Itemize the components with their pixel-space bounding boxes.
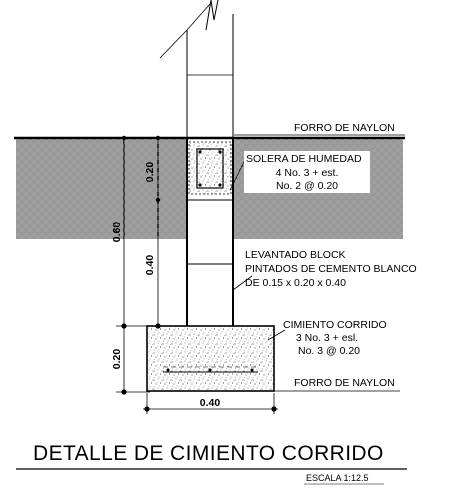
- cimiento-corrido: [147, 326, 274, 391]
- label-forro-bottom: FORRO DE NAYLON: [294, 377, 395, 389]
- scale-label: ESCALA 1:12.5: [306, 473, 369, 483]
- wall-above-ground: [160, 0, 233, 138]
- label-cimiento-1: CIMIENTO CORRIDO: [283, 319, 387, 331]
- label-solera-2: 4 No. 3 + est.: [275, 167, 339, 179]
- dim-footing-width: 0.40: [199, 397, 221, 409]
- label-cimiento-2: 3 No. 3 + esl.: [295, 332, 359, 344]
- dim-solera-height: 0.20: [144, 161, 156, 183]
- label-block-3: DE 0.15 x 0.20 x 0.40: [245, 277, 346, 289]
- dim-total-height: 0.60: [111, 221, 123, 243]
- solera-de-humedad: [189, 142, 231, 194]
- label-cimiento-3: No. 3 @ 0.20: [297, 345, 361, 357]
- drawing-title: DETALLE DE CIMIENTO CORRIDO: [33, 442, 384, 465]
- label-solera-3: No. 2 @ 0.20: [275, 180, 339, 192]
- label-solera-1: SOLERA DE HUMEDAD: [246, 153, 362, 165]
- label-forro-top: FORRO DE NAYLON: [294, 122, 395, 134]
- dim-block-height: 0.40: [144, 254, 156, 276]
- label-block-1: LEVANTADO BLOCK: [245, 249, 346, 261]
- dim-footing-height: 0.20: [111, 348, 123, 370]
- label-block-2: PINTADOS DE CEMENTO BLANCO: [245, 263, 417, 275]
- soil-left: [16, 139, 187, 239]
